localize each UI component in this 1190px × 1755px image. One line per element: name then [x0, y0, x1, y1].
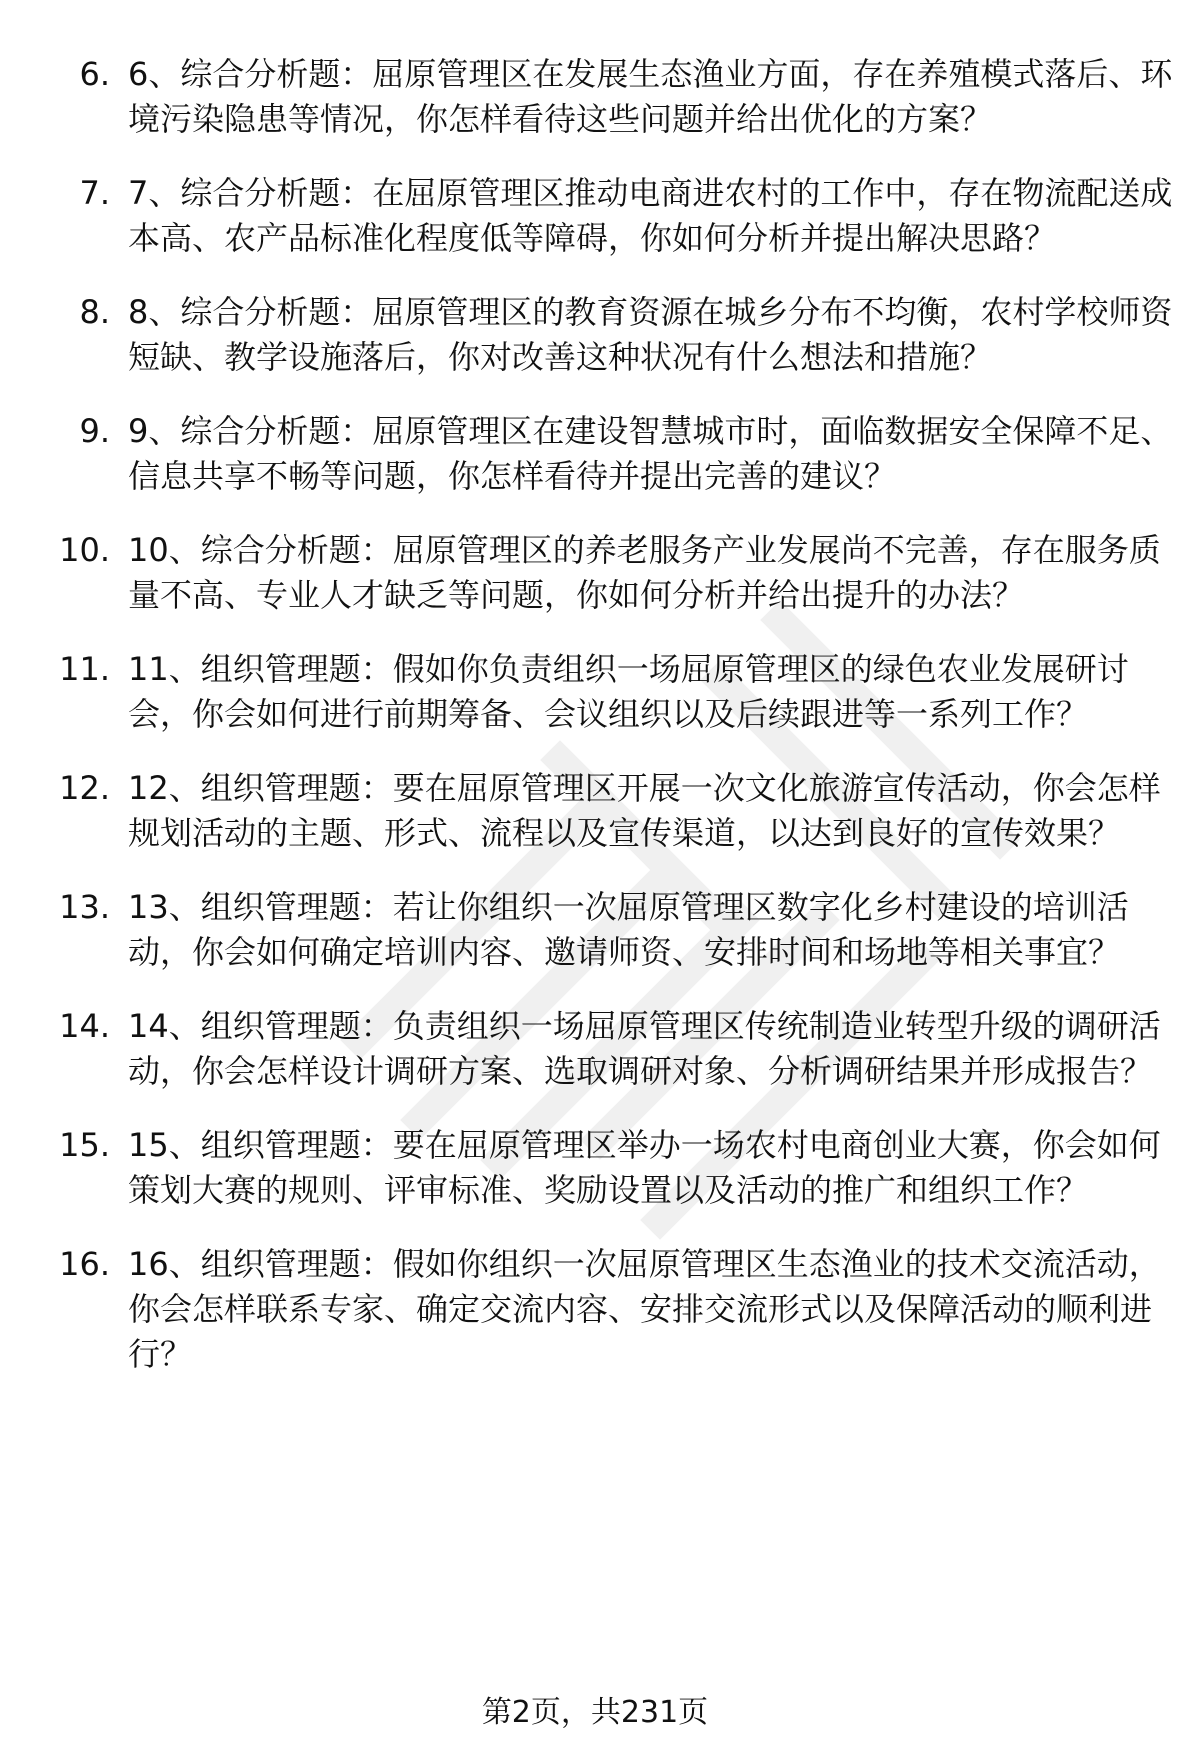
question-text: 9、综合分析题：屈原管理区在建设智慧城市时，面临数据安全保障不足、信息共享不畅等问题，你怎样看待并提出完善的建议？ — [128, 412, 1173, 495]
question-number: 13. — [59, 888, 110, 926]
question-text: 7、综合分析题：在屈原管理区推动电商进农村的工作中，存在物流配送成本高、农产品标准化程度低等障碍，你如何分析并提出解决思路？ — [128, 174, 1173, 257]
question-item-10 — [0, 528, 1190, 618]
question-text: 11、组织管理题：假如你负责组织一场屈原管理区的绿色农业发展研讨会，你会如何进行前期筹备、会议组织以及后续跟进等一系列工作？ — [128, 650, 1129, 733]
question-number: 8. — [79, 293, 110, 331]
question-item-13 — [0, 885, 1190, 975]
question-item-14 — [0, 1004, 1190, 1094]
question-number: 16. — [59, 1245, 110, 1283]
question-text: 16、组织管理题：假如你组织一次屈原管理区生态渔业的技术交流活动，你会怎样联系专家、确定交流内容、安排交流形式以及保障活动的顺利进行？ — [128, 1245, 1161, 1373]
question-number: 10. — [59, 531, 110, 569]
question-number: 12. — [59, 769, 110, 807]
question-item-9 — [0, 409, 1190, 499]
question-text: 6、综合分析题：屈原管理区在发展生态渔业方面，存在养殖模式落后、环境污染隐患等情况，你怎样看待这些问题并给出优化的方案？ — [128, 55, 1173, 138]
question-number: 11. — [59, 650, 110, 688]
question-text: 13、组织管理题：若让你组织一次屈原管理区数字化乡村建设的培训活动，你会如何确定培训内容、邀请师资、安排时间和场地等相关事宜？ — [128, 888, 1129, 971]
question-list — [0, 52, 1190, 1406]
question-number: 6. — [79, 55, 110, 93]
question-item-11 — [0, 647, 1190, 737]
question-item-6 — [0, 52, 1190, 142]
question-text: 10、综合分析题：屈原管理区的养老服务产业发展尚不完善，存在服务质量不高、专业人才缺乏等问题，你如何分析并给出提升的办法？ — [128, 531, 1161, 614]
question-text: 14、组织管理题：负责组织一场屈原管理区传统制造业转型升级的调研活动，你会怎样设计调研方案、选取调研对象、分析调研结果并形成报告？ — [128, 1007, 1161, 1090]
question-number: 15. — [59, 1126, 110, 1164]
page-number-label: 第2页，共231页 — [481, 1695, 709, 1730]
question-number: 9. — [79, 412, 110, 450]
question-text: 12、组织管理题：要在屈原管理区开展一次文化旅游宣传活动，你会怎样规划活动的主题、形式、流程以及宣传渠道，以达到良好的宣传效果？ — [128, 769, 1161, 852]
question-item-8 — [0, 290, 1190, 380]
question-item-7 — [0, 171, 1190, 261]
question-text: 15、组织管理题：要在屈原管理区举办一场农村电商创业大赛，你会如何策划大赛的规则、评审标准、奖励设置以及活动的推广和组织工作？ — [128, 1126, 1161, 1209]
question-item-12 — [0, 766, 1190, 856]
question-item-15 — [0, 1123, 1190, 1213]
question-number: 14. — [59, 1007, 110, 1045]
question-number: 7. — [79, 174, 110, 212]
question-text: 8、综合分析题：屈原管理区的教育资源在城乡分布不均衡，农村学校师资短缺、教学设施落后，你对改善这种状况有什么想法和措施？ — [128, 293, 1173, 376]
page-footer — [0, 1693, 1190, 1733]
question-item-16 — [0, 1242, 1190, 1377]
